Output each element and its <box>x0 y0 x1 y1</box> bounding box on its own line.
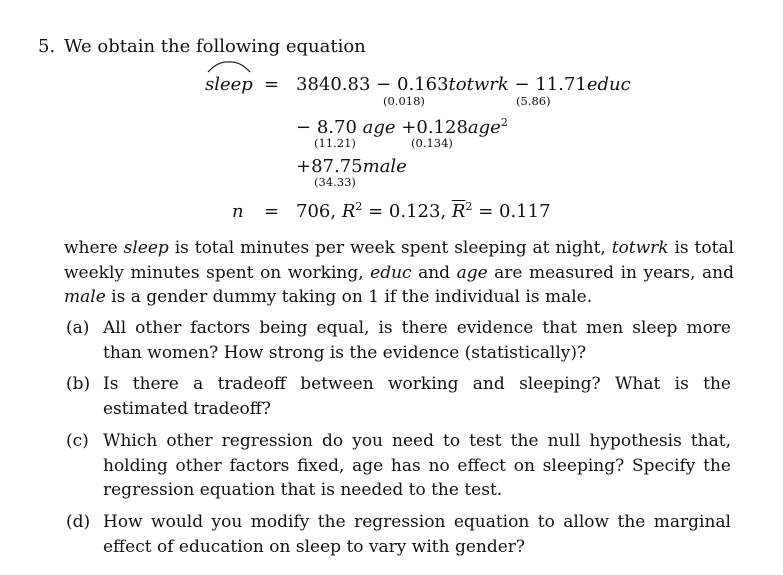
var-male: male <box>362 156 407 177</box>
variable-definitions <box>64 236 734 310</box>
plus-sign: + <box>401 117 417 138</box>
se-male: (34.33) <box>314 175 356 189</box>
r2-exponent: 2 <box>355 200 363 213</box>
r2-value: = 0.123, <box>368 201 447 222</box>
var-age: age <box>362 117 396 138</box>
definition-text: are measured in years, and <box>487 262 734 283</box>
var-sleep: sleep <box>123 238 169 258</box>
se-educ: (5.86) <box>516 94 551 108</box>
item-d-label: (d) <box>66 512 91 532</box>
coef-educ: 11.71 <box>535 74 587 95</box>
adj-r2-label: $\overline{R}$ <box>451 201 466 222</box>
stats-equals-sign: = <box>264 201 280 222</box>
minus-sign: − <box>296 117 312 138</box>
var-totwrk: totwrk <box>448 74 509 95</box>
var-male: male <box>64 287 106 307</box>
item-a-text: All other factors being equal, is there evidence that men sleep more than women? How strong is the evidence (statistically)? <box>103 318 731 363</box>
minus-sign: − <box>514 74 530 95</box>
plus-sign: + <box>296 156 312 177</box>
adj-r2-value: = 0.117 <box>478 201 551 222</box>
coef-agesq: 0.128 <box>416 117 468 138</box>
squared-exponent: 2 <box>500 116 508 129</box>
var-educ: educ <box>370 262 412 283</box>
equation-lhs: sleep <box>205 74 253 95</box>
se-age: (11.21) <box>314 136 356 150</box>
intercept-value: 3840.83 <box>296 74 371 95</box>
definition-text: is total minutes per week spent sleeping at night, <box>168 238 612 258</box>
n-symbol: n <box>232 201 244 222</box>
var-totwrk: totwrk <box>611 238 669 258</box>
definition-text: is a gender dummy taking on 1 if the individual is male. <box>105 287 593 307</box>
problem-number: 5. <box>38 36 56 57</box>
adj-r2-exponent: 2 <box>465 200 473 213</box>
coef-male: 87.75 <box>311 156 363 177</box>
se-totwrk: (0.018) <box>383 94 425 108</box>
var-agesq: age <box>467 117 501 138</box>
problem-heading: We obtain the following equation <box>64 36 366 57</box>
minus-sign: − <box>376 74 392 95</box>
item-c-label: (c) <box>66 431 89 451</box>
equation-equals-sign: = <box>264 74 280 95</box>
var-educ: educ <box>586 74 631 95</box>
r2-label: R <box>341 201 356 222</box>
n-value: 706, <box>296 201 337 222</box>
equation-row-1 <box>296 74 631 96</box>
item-b-label: (b) <box>66 374 91 394</box>
coef-totwrk: 0.163 <box>397 74 449 95</box>
definition-text: and <box>411 262 457 283</box>
wide-hat-accent <box>207 60 251 74</box>
definition-text: where <box>64 238 124 258</box>
item-c-text: Which other regression do you need to test the null hypothesis that, holding other factors fixed, age has no effect on sleeping? Specify the regression equation that is needed to the test. <box>103 431 731 500</box>
var-age: age <box>456 262 488 283</box>
equation-stats-row <box>296 201 551 223</box>
coef-age: 8.70 <box>316 117 357 138</box>
se-agesq: (0.134) <box>411 136 453 150</box>
item-d-text: How would you modify the regression equation to allow the marginal effect of education on sleep to vary with gender? <box>103 512 731 557</box>
item-b-text: Is there a tradeoff between working and sleeping? What is the estimated tradeoff? <box>103 374 731 419</box>
item-a-label: (a) <box>66 318 90 338</box>
definition-text: is total weekly minutes spent on working, <box>64 238 734 283</box>
